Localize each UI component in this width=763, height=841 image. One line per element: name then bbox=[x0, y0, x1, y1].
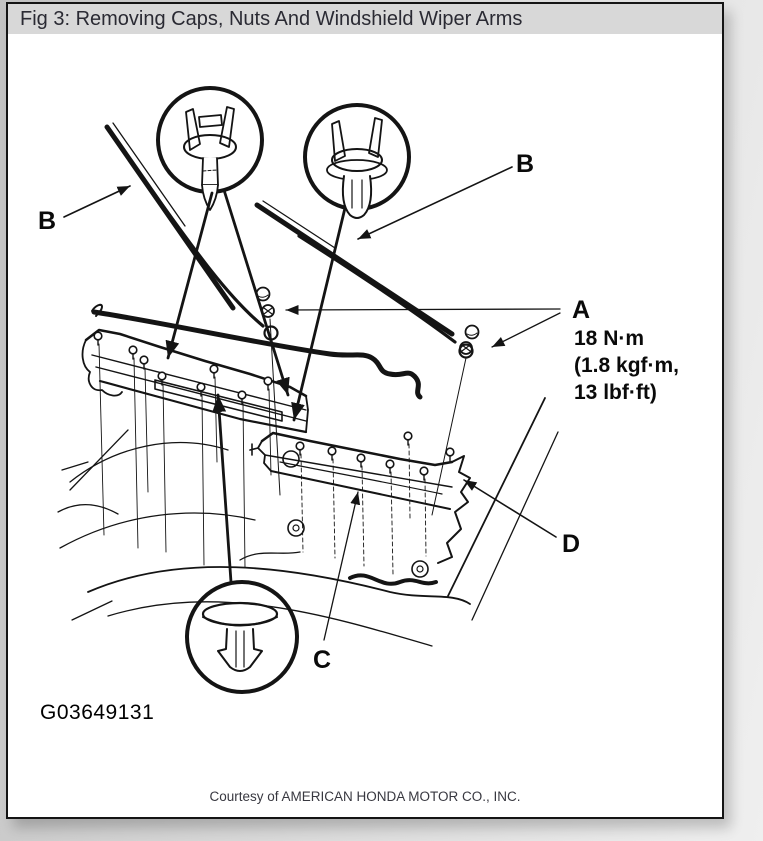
detail-circle-cap-left bbox=[158, 88, 262, 210]
wiper-arm-right bbox=[257, 201, 473, 358]
torque-line-2: (1.8 kgf·m, bbox=[574, 354, 680, 377]
label-b-left: B bbox=[38, 207, 57, 235]
figure-title: Fig 3: Removing Caps, Nuts And Windshield Wiper Arms bbox=[20, 8, 523, 30]
body-under-structure bbox=[58, 398, 558, 646]
courtesy-line: Courtesy of AMERICAN HONDA MOTOR CO., INC. bbox=[209, 789, 521, 804]
torque-line-3: 13 lbf·ft) bbox=[574, 381, 657, 404]
leader-clip-detail bbox=[218, 395, 231, 582]
arrow-c bbox=[324, 492, 358, 640]
leader-cap-right bbox=[294, 208, 345, 420]
callout-arrows bbox=[64, 167, 560, 640]
label-d: D bbox=[562, 530, 581, 558]
pivot-cap-nut-left bbox=[257, 288, 281, 496]
label-c: C bbox=[313, 646, 332, 674]
cowl-panel-left bbox=[83, 330, 308, 568]
arrow-b-left bbox=[64, 186, 130, 217]
label-b-right: B bbox=[516, 150, 535, 178]
detail-circle-cap-right bbox=[305, 105, 409, 218]
arrow-a-left-nut bbox=[286, 309, 560, 310]
figure-id: G03649131 bbox=[40, 701, 155, 724]
label-a: A bbox=[572, 296, 591, 324]
arrow-d bbox=[464, 480, 556, 537]
arrow-a-right-nut bbox=[492, 313, 560, 347]
torque-line-1: 18 N·m bbox=[574, 327, 645, 350]
detail-circle-clip bbox=[187, 582, 297, 692]
